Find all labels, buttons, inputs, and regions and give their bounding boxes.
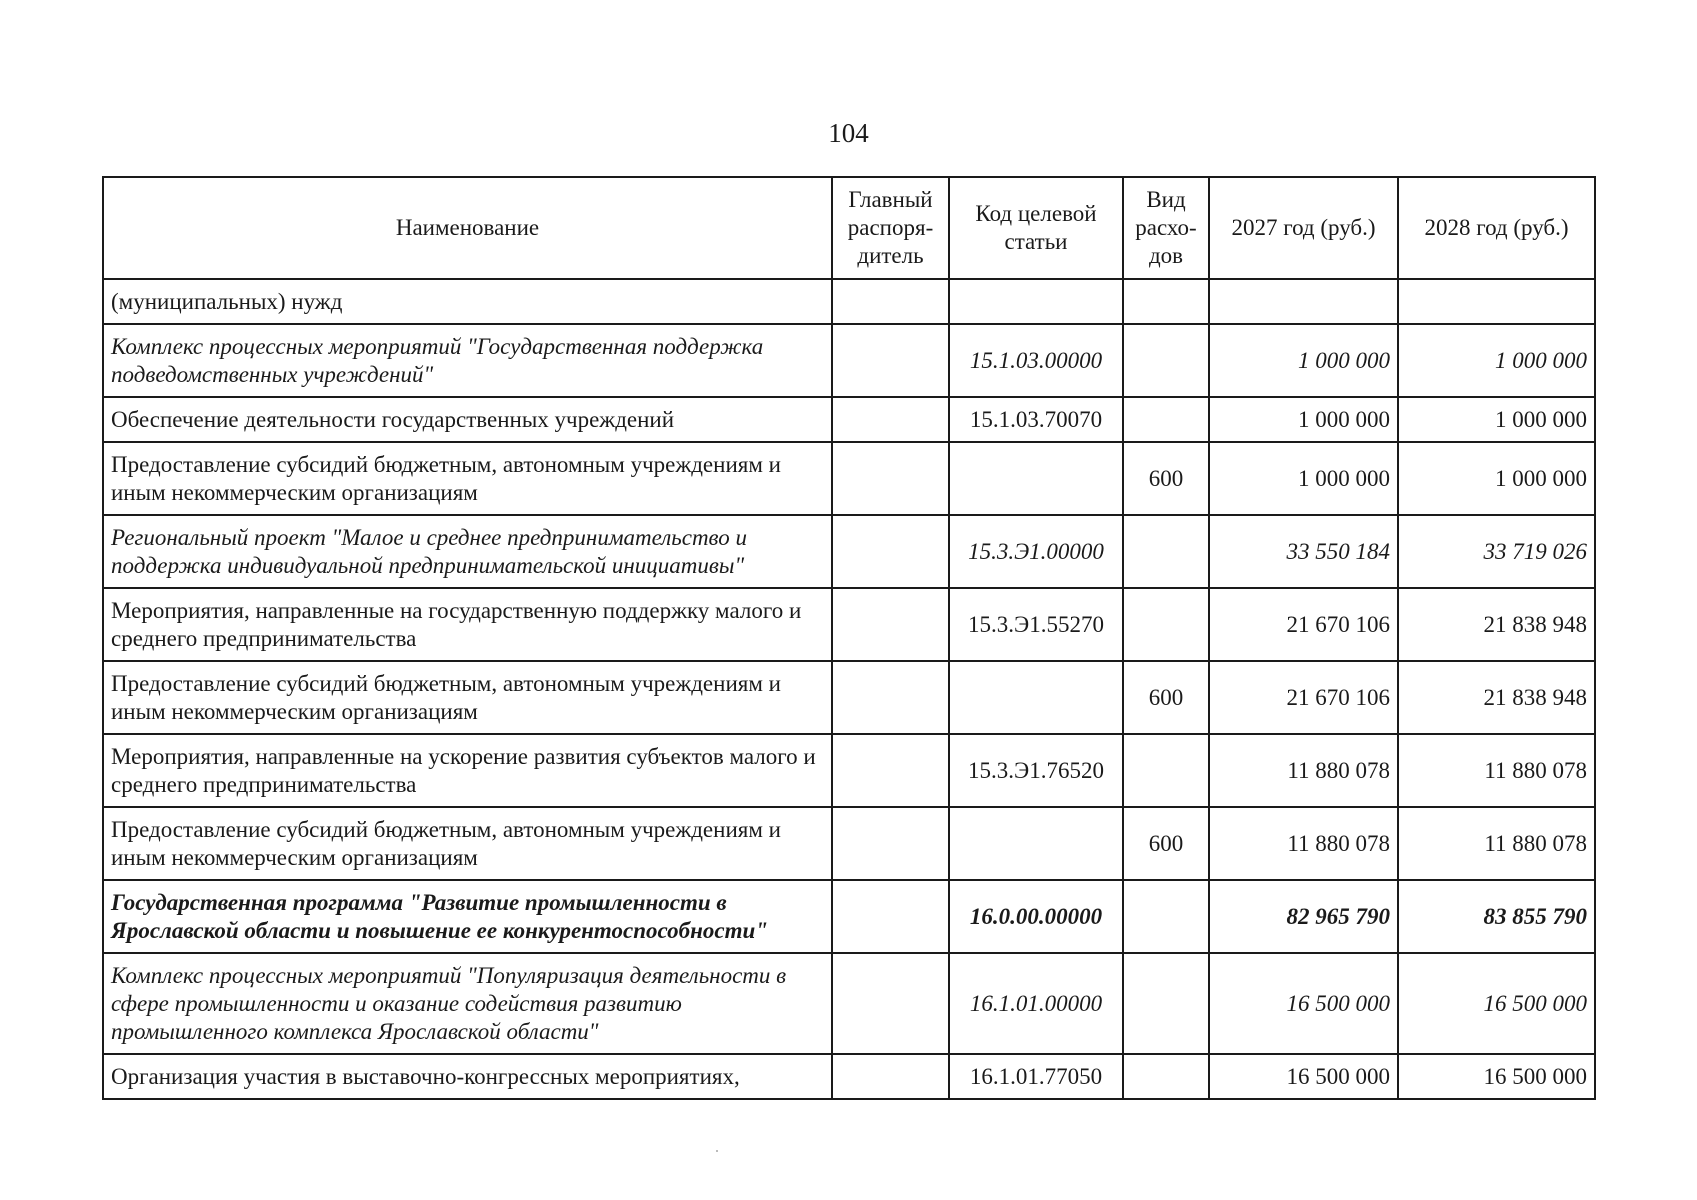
cell-vid [1123, 279, 1209, 324]
header-name: Наименование [103, 177, 832, 279]
cell-2027: 21 670 106 [1209, 588, 1398, 661]
cell-2027: 82 965 790 [1209, 880, 1398, 953]
cell-code: 15.1.03.00000 [949, 324, 1123, 397]
cell-vid: 600 [1123, 442, 1209, 515]
header-gl: Главный распоря-дитель [832, 177, 949, 279]
table-row [103, 515, 1595, 588]
cell-gl [832, 880, 949, 953]
cell-2027 [1209, 279, 1398, 324]
cell-2027: 1 000 000 [1209, 442, 1398, 515]
cell-2027: 21 670 106 [1209, 661, 1398, 734]
cell-vid: 600 [1123, 807, 1209, 880]
cell-code [949, 279, 1123, 324]
cell-name: Комплекс процессных мероприятий "Государственная поддержка подведомственных учреждений" [103, 324, 832, 397]
cell-2028: 11 880 078 [1398, 807, 1595, 880]
cell-name: Государственная программа "Развитие промышленности в Ярославской области и повышение ее конкурентоспособности" [103, 880, 832, 953]
table-row [103, 324, 1595, 397]
budget-table [102, 176, 1596, 1100]
cell-2028: 1 000 000 [1398, 324, 1595, 397]
cell-2028: 33 719 026 [1398, 515, 1595, 588]
cell-gl [832, 734, 949, 807]
table-row [103, 953, 1595, 1054]
header-2027: 2027 год (руб.) [1209, 177, 1398, 279]
cell-vid [1123, 324, 1209, 397]
header-vid: Вид расхо-дов [1123, 177, 1209, 279]
cell-vid [1123, 397, 1209, 442]
table-row [103, 397, 1595, 442]
cell-vid [1123, 515, 1209, 588]
cell-2028: 21 838 948 [1398, 661, 1595, 734]
cell-2028: 21 838 948 [1398, 588, 1595, 661]
cell-2028: 1 000 000 [1398, 397, 1595, 442]
cell-vid [1123, 734, 1209, 807]
cell-code: 15.3.Э1.00000 [949, 515, 1123, 588]
cell-code: 15.1.03.70070 [949, 397, 1123, 442]
page-number: 104 [828, 118, 869, 148]
cell-gl [832, 588, 949, 661]
cell-2027: 33 550 184 [1209, 515, 1398, 588]
cell-2028: 16 500 000 [1398, 1054, 1595, 1099]
cell-2028: 16 500 000 [1398, 953, 1595, 1054]
cell-name: Предоставление субсидий бюджетным, автономным учреждениям и иным некоммерческим организациям [103, 661, 832, 734]
cell-code: 16.1.01.00000 [949, 953, 1123, 1054]
cell-vid [1123, 953, 1209, 1054]
cell-name: Мероприятия, направленные на ускорение развития субъектов малого и среднего предпринимательства [103, 734, 832, 807]
cell-code [949, 807, 1123, 880]
cell-code [949, 661, 1123, 734]
cell-gl [832, 515, 949, 588]
cell-2027: 11 880 078 [1209, 734, 1398, 807]
cell-name: Организация участия в выставочно-конгрессных мероприятиях, [103, 1054, 832, 1099]
cell-gl [832, 279, 949, 324]
cell-name: Обеспечение деятельности государственных учреждений [103, 397, 832, 442]
cell-2028: 83 855 790 [1398, 880, 1595, 953]
cell-code: 16.1.01.77050 [949, 1054, 1123, 1099]
cell-gl [832, 807, 949, 880]
cell-name: Комплекс процессных мероприятий "Популяризация деятельности в сфере промышленности и оказание содействия развитию промышленного комплекса Ярославской области" [103, 953, 832, 1054]
cell-code: 15.3.Э1.55270 [949, 588, 1123, 661]
cell-name: Мероприятия, направленные на государственную поддержку малого и среднего предпринимательства [103, 588, 832, 661]
cell-code: 15.3.Э1.76520 [949, 734, 1123, 807]
cell-vid [1123, 1054, 1209, 1099]
cell-name: Предоставление субсидий бюджетным, автономным учреждениям и иным некоммерческим организациям [103, 807, 832, 880]
cell-gl [832, 442, 949, 515]
header-2028: 2028 год (руб.) [1398, 177, 1595, 279]
cell-2027: 11 880 078 [1209, 807, 1398, 880]
cell-2028: 11 880 078 [1398, 734, 1595, 807]
table-row [103, 734, 1595, 807]
table-row [103, 661, 1595, 734]
cell-vid [1123, 880, 1209, 953]
table-row [103, 807, 1595, 880]
cell-name: (муниципальных) нужд [103, 279, 832, 324]
cell-2027: 16 500 000 [1209, 953, 1398, 1054]
cell-name: Региональный проект "Малое и среднее предпринимательство и поддержка индивидуальной предпринимательской инициативы" [103, 515, 832, 588]
cell-2027: 16 500 000 [1209, 1054, 1398, 1099]
cell-name: Предоставление субсидий бюджетным, автономным учреждениям и иным некоммерческим организациям [103, 442, 832, 515]
cell-2028: 1 000 000 [1398, 442, 1595, 515]
cell-2027: 1 000 000 [1209, 397, 1398, 442]
table-row [103, 1054, 1595, 1099]
scan-artifact [716, 1150, 718, 1152]
cell-gl [832, 1054, 949, 1099]
table-row [103, 880, 1595, 953]
cell-vid: 600 [1123, 661, 1209, 734]
cell-gl [832, 324, 949, 397]
cell-gl [832, 953, 949, 1054]
table-row [103, 588, 1595, 661]
cell-gl [832, 397, 949, 442]
table-header-row [103, 177, 1595, 279]
cell-2028 [1398, 279, 1595, 324]
cell-code: 16.0.00.00000 [949, 880, 1123, 953]
cell-gl [832, 661, 949, 734]
cell-vid [1123, 588, 1209, 661]
table-row [103, 442, 1595, 515]
table-row [103, 279, 1595, 324]
cell-code [949, 442, 1123, 515]
header-code: Код целевой статьи [949, 177, 1123, 279]
cell-2027: 1 000 000 [1209, 324, 1398, 397]
